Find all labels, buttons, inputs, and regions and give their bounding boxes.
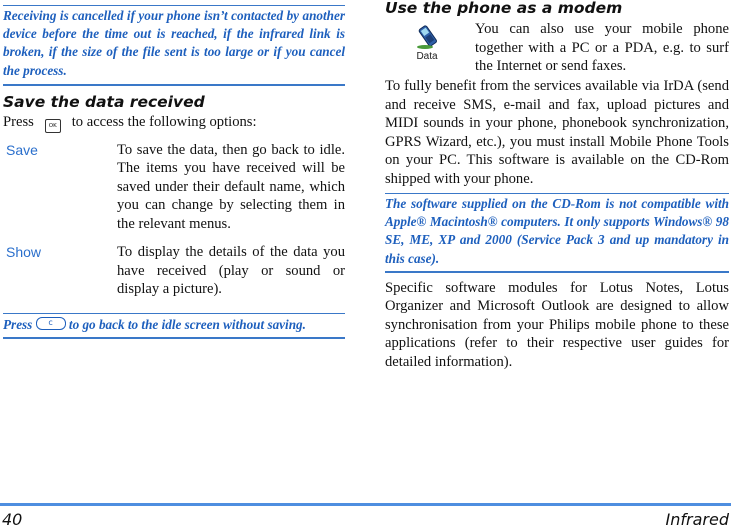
footnote (3, 316, 345, 334)
save-heading: Save the data received (3, 92, 205, 111)
option-show (3, 243, 345, 299)
notice-bottom-rule (3, 84, 345, 86)
option-term-show: Show (6, 244, 42, 261)
data-icon-label: Data (416, 51, 438, 62)
notice-top-rule (3, 5, 345, 6)
section-title: Infrared (665, 510, 729, 529)
page-number: 40 (2, 510, 23, 529)
right-column (385, 0, 729, 371)
compat-notice-bottom-rule (385, 271, 729, 273)
modem-intro-block (385, 18, 729, 76)
footnote-suffix: to go back to the idle screen without saving. (68, 316, 306, 332)
press-prefix: Press (3, 113, 34, 130)
modem-heading: Use the phone as a modem (385, 0, 623, 17)
option-save (3, 141, 345, 234)
footnote-prefix: Press (3, 316, 33, 332)
ok-key-icon: OK (45, 119, 61, 133)
c-key-label: c (48, 317, 53, 327)
footnote-bottom-rule (3, 337, 345, 339)
compat-notice-top-rule (385, 193, 729, 194)
option-desc-show: To display the details of the data you have received (play or sound or display a picture). (117, 244, 345, 298)
option-desc-save: To save the data, then go back to idle. The items you have received will be saved under their default name, which you can change by selecting them in the relevant menus. (117, 141, 345, 232)
mobile-phone-tools-paragraph: To fully benefit from the services available via IrDA (send and receive SMS, e-mail and fax, upload pictures and MIDI sounds in your phone, phonebook synchronization, GPRS Wizard, etc.), you must install Mobile Phone Tools on your PC. This software is available on the CD-Rom shipped with your phone. (385, 78, 729, 187)
press-suffix: to access the following options: (71, 113, 257, 130)
modem-intro: You can also use your mobile phone together with a PC or a PDA, e.g. to surf the Internet or send faxes. (475, 21, 729, 74)
compatibility-notice: The software supplied on the CD-Rom is not compatible with Apple® Macintosh® computers. It only supports Windows® 98 SE, ME, XP and 2000 (Service Pack 3 and up mandatory in this case). (385, 196, 729, 266)
phone-data-icon (415, 24, 441, 50)
sync-modules-paragraph: Specific software modules for Lotus Notes, Lotus Organizer and Microsoft Outlook are designed to allow synchronisation from your Philips mobile phone to these applications (refer to their respective user guides for detailed information). (385, 279, 729, 370)
press-instruction (3, 113, 345, 133)
footer-rule (0, 503, 731, 506)
receiving-notice: Receiving is cancelled if your phone isn’t contacted by another device before the time out is reached, if the infrared link is broken, if the size of the file sent is too large or if you cancel the process. (3, 8, 345, 78)
c-key-icon (36, 317, 66, 330)
left-column (3, 0, 345, 339)
footnote-top-rule (3, 313, 345, 314)
option-term-save: Save (6, 141, 38, 158)
